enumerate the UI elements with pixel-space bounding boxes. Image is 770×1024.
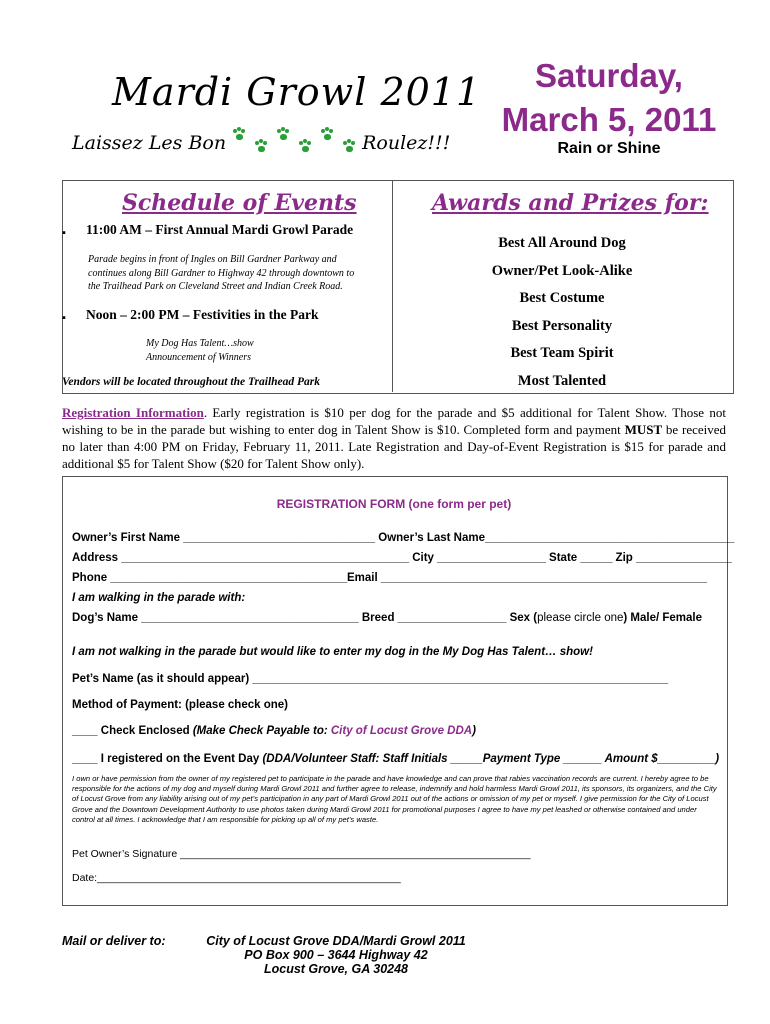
paw-print-icon [321, 128, 333, 142]
event-1-desc-line: continues along Bill Gardner to Highway 42 through downtown to [88, 267, 355, 279]
event-1-title: 11:00 AM – First Annual Mardi Growl Parade [86, 222, 354, 237]
paw-print-icon [277, 128, 289, 142]
bullet-icon: ▪ [62, 312, 66, 324]
pet-name-field[interactable]: Pet’s Name (as it should appear) _________________________________________________________________ [72, 673, 669, 685]
check-enclosed-label[interactable]: ____ Check Enclosed [72, 725, 193, 737]
owner-name-fields[interactable]: Owner’s First Name ______________________________ Owner’s Last Name_______________________________________ [72, 532, 735, 544]
not-walking-heading: I am not walking in the parade but would like to enter my dog in the My Dog Has Talent… show! [72, 646, 593, 658]
check-payee: City of Locust Grove DDA [330, 725, 473, 737]
awards-heading: Awards and Prizes for: [432, 190, 709, 216]
column-divider [392, 180, 393, 392]
dog-name-breed-fields[interactable]: Dog’s Name __________________________________ Breed _________________ Sex ( [72, 612, 538, 624]
sex-options[interactable]: ) Male/ Female [623, 612, 703, 624]
award-item: Best Personality [511, 318, 613, 334]
paw-print-icon [299, 140, 311, 154]
event-1-description [88, 253, 388, 294]
sex-instruction: please circle one [537, 612, 624, 624]
registration-info-text: be received no later than 4:00 PM on Friday, February 11, 2011. Late Registration and Day-of-Event Registration is $15 for parade and additional $5 for Talent Show ($20 for Talent Show only). [62, 422, 727, 471]
event-day-label[interactable]: ____ I registered on the Event Day [72, 753, 263, 765]
liability-waiver: I own or have permission from the owner of my registered pet to participate in the parade and have knowledge and can prove that rabies vaccination records are current. I hereby agree to be responsible for the actions of my dog and myself during Mardi Growl 2011 and further agree to release, indemnify and hold harmless Mardi Growl 2011, its sponsors, its organizers, and the City of Locust Grove from any liability arising out of my pet’s participation in any part of Mardi Growl 2011 out of the actions or omission of my pet or myself. I give permission for the City of Locust Grove and the Downtown Development Authority to use photos taken during Mardi Growl 2011 for promotional purposes I agree to have my pet leashed or otherwise contained and under control at all times. I acknowledge that I am responsible for picking up all of my pet’s waste. [72, 774, 717, 824]
vendors-note: Vendors will be located throughout the Trailhead Park [62, 376, 321, 388]
event-day-option[interactable] [72, 753, 719, 765]
event-2-desc-line: Announcement of Winners [146, 351, 251, 363]
registration-info-text: . Early registration is $10 per dog for the parade and $5 additional for Talent Show. Those not wishing to be in the parade but wishing to enter dog in Talent Show is $10. Completed form and payment [62, 405, 726, 437]
payment-method-heading: Method of Payment: (please check one) [72, 699, 288, 711]
phone-email-fields[interactable]: Phone _____________________________________Email ___________________________________________________ [72, 572, 708, 584]
rain-or-shine: Rain or Shine [557, 140, 661, 157]
event-1-desc-line: Parade begins in front of Ingles on Bill Gardner Parkway and [88, 254, 337, 265]
date-field[interactable]: Date:____________________________________________________ [72, 872, 401, 884]
award-item: Owner/Pet Look-Alike [491, 263, 633, 279]
award-item: Best Costume [519, 290, 605, 306]
mail-label: Mail or deliver to: [62, 934, 166, 948]
check-enclosed-option[interactable] [72, 725, 476, 737]
check-payable-close: ) [472, 725, 476, 737]
mailing-address-line: PO Box 900 – 3644 Highway 42 [244, 948, 428, 962]
award-item: Best Team Spirit [510, 345, 614, 361]
registration-info-label: Registration Information [62, 405, 204, 420]
staff-fields[interactable]: (DDA/Volunteer Staff: Staff Initials _____Payment Type ______ Amount $_________) [262, 753, 720, 765]
paw-print-icon [233, 128, 245, 142]
tagline-left: Laissez Les Bon [72, 132, 227, 154]
bullet-icon: ▪ [62, 227, 66, 239]
walking-heading: I am walking in the parade with: [72, 592, 246, 604]
address-fields[interactable]: Address _____________________________________________ City _________________ State _____ Zip _______________ [72, 552, 732, 564]
event-1-desc-line: the Trailhead Park on Cleveland Street and Indian Creek Road. [88, 281, 343, 292]
event-2-description [146, 337, 254, 364]
event-2-title: Noon – 2:00 PM – Festivities in the Park [86, 307, 319, 322]
event-day: Saturday, [535, 57, 683, 94]
paw-print-icon [255, 140, 267, 154]
schedule-heading: Schedule of Events [122, 190, 357, 216]
award-item: Most Talented [517, 373, 607, 389]
check-payable-note: (Make Check Payable to: [192, 725, 331, 737]
registration-info [62, 404, 726, 472]
signature-field[interactable]: Pet Owner’s Signature ____________________________________________________________ [72, 848, 531, 860]
form-title: REGISTRATION FORM (one form per pet) [276, 497, 512, 511]
award-item: Best All Around Dog [498, 235, 626, 251]
paw-print-icon [343, 140, 355, 154]
tagline [72, 132, 450, 154]
event-date: March 5, 2011 [501, 101, 717, 138]
mailing-address-line: City of Locust Grove DDA/Mardi Growl 2011 [206, 934, 466, 948]
event-title: Mardi Growl 2011 [112, 70, 482, 114]
must-emphasis: MUST [624, 422, 663, 437]
event-2-desc-line: My Dog Has Talent…show [146, 338, 254, 349]
mailing-address-line: Locust Grove, GA 30248 [263, 962, 409, 976]
dog-fields[interactable] [72, 612, 702, 624]
tagline-right: Roulez!!! [362, 132, 451, 154]
